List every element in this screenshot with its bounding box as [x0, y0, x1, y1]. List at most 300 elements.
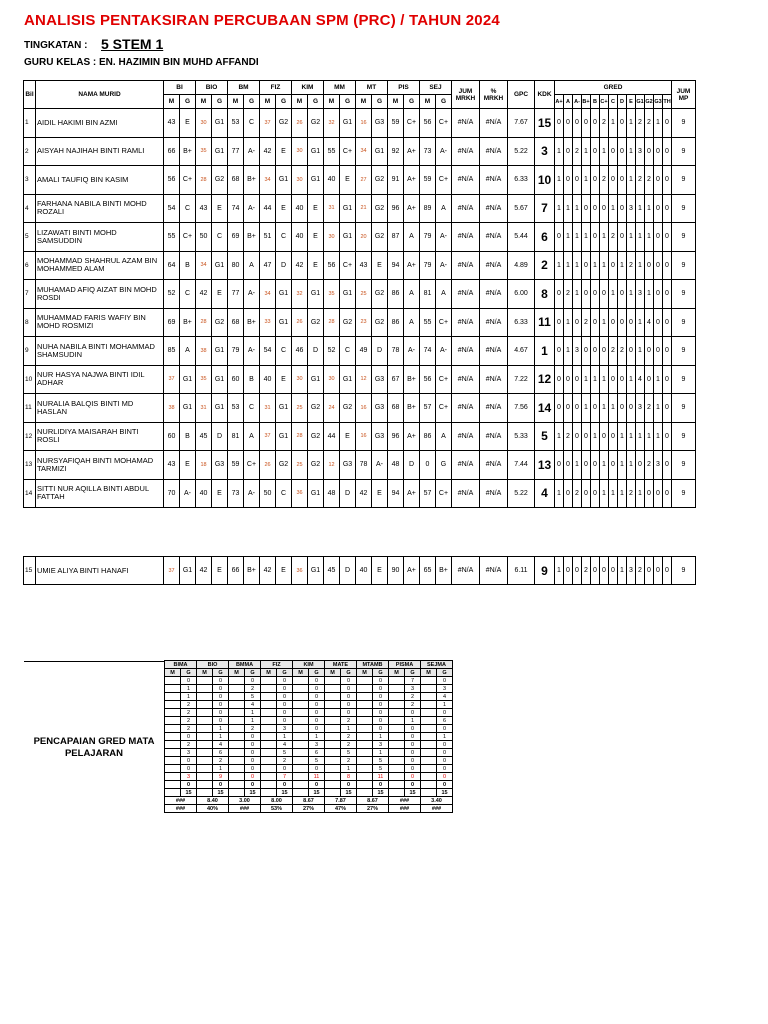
subject-mark: 26: [260, 451, 276, 480]
subject-mark: 55: [420, 308, 436, 337]
pct-mrkh: #N/A: [480, 365, 508, 394]
subject-mark: 34: [196, 251, 212, 280]
summary-row: [165, 709, 453, 717]
subject-mark: 49: [356, 337, 372, 366]
header-g: G: [180, 95, 196, 109]
jum-mrkh: #N/A: [452, 557, 480, 585]
subject-mark: 40: [260, 365, 276, 394]
gred-count: 1: [627, 451, 636, 480]
summary-blank: [389, 701, 405, 709]
gred-count: 0: [618, 223, 627, 252]
subject-mark: 79: [420, 251, 436, 280]
gred-count: 1: [636, 194, 645, 223]
summary-g-header: G: [245, 669, 261, 677]
summary-value: 11: [309, 773, 325, 781]
subject-mark: 78: [388, 337, 404, 366]
header-gred-col: TH: [663, 95, 672, 109]
summary-blank: [293, 701, 309, 709]
subject-grade: G3: [372, 394, 388, 423]
subject-grade: G3: [372, 109, 388, 138]
summary-blank: [357, 701, 373, 709]
summary-blank: [389, 781, 405, 789]
summary-value: 0: [437, 765, 453, 773]
gred-count: 1: [591, 422, 600, 451]
subject-mark: 28: [196, 308, 212, 337]
gred-count: 1: [645, 422, 654, 451]
gred-count: 0: [645, 137, 654, 166]
subject-grade: A: [404, 308, 420, 337]
subject-mark: 32: [292, 280, 308, 309]
gred-count: 0: [663, 109, 672, 138]
subject-grade: E: [212, 194, 228, 223]
gred-count: 1: [645, 194, 654, 223]
summary-value: 0: [437, 677, 453, 685]
summary-value: 0: [245, 757, 261, 765]
gpc: 7.44: [508, 451, 535, 480]
subject-mark: 54: [164, 194, 180, 223]
header-kdk: KDK: [535, 81, 555, 109]
gred-count: 1: [636, 479, 645, 508]
gred-count: 0: [654, 137, 663, 166]
summary-subject: MATE: [325, 661, 357, 669]
student-name: NURLIDIYA MAISARAH BINTI ROSLI: [36, 422, 164, 451]
student-name: MUHAMAD AFIQ AIZAT BIN MOHD ROSDI: [36, 280, 164, 309]
summary-blank: [389, 693, 405, 701]
gred-count: 1: [618, 251, 627, 280]
summary-value: 2: [213, 757, 229, 765]
gred-count: 0: [564, 365, 573, 394]
header-gred-col: G3: [654, 95, 663, 109]
header-m: M: [196, 95, 212, 109]
subject-mark: 38: [196, 337, 212, 366]
header-nama: NAMA MURID: [36, 81, 164, 109]
jum-mrkh: #N/A: [452, 251, 480, 280]
subject-mark: 42: [356, 479, 372, 508]
gred-count: 1: [600, 137, 609, 166]
gred-count: 0: [555, 451, 564, 480]
summary-blank: [261, 765, 277, 773]
summary-blank: [357, 725, 373, 733]
gred-count: 0: [555, 223, 564, 252]
gred-count: 0: [582, 109, 591, 138]
summary-blank: [389, 725, 405, 733]
subject-mark: 31: [196, 394, 212, 423]
summary-row: [165, 773, 453, 781]
summary-value: ###: [229, 805, 261, 813]
summary-blank: [357, 709, 373, 717]
summary-row: [165, 741, 453, 749]
header-m: M: [324, 95, 340, 109]
summary-value: 0: [373, 709, 389, 717]
subject-grade: E: [340, 422, 356, 451]
subject-grade: C: [340, 337, 356, 366]
kdk-rank: 12: [535, 365, 555, 394]
gred-count: 0: [591, 137, 600, 166]
summary-value: 0: [405, 741, 421, 749]
gred-count: 1: [564, 194, 573, 223]
gred-count: 0: [618, 308, 627, 337]
summary-value: 0: [373, 677, 389, 685]
subject-grade: G1: [276, 422, 292, 451]
summary-value: 0: [405, 765, 421, 773]
subject-grade: C: [180, 280, 196, 309]
header-m: M: [260, 95, 276, 109]
subject-mark: 43: [356, 251, 372, 280]
gred-count: 1: [618, 557, 627, 585]
summary-value: 0: [309, 685, 325, 693]
pct-mrkh: #N/A: [480, 337, 508, 366]
subject-mark: 59: [228, 451, 244, 480]
gred-count: 0: [618, 137, 627, 166]
subject-mark: 28: [324, 308, 340, 337]
subject-grade: G3: [372, 422, 388, 451]
summary-blank: [165, 781, 181, 789]
summary-blank: [229, 789, 245, 797]
summary-blank: [229, 701, 245, 709]
subject-mark: 56: [420, 365, 436, 394]
jum-mrkh: #N/A: [452, 166, 480, 195]
subject-grade: D: [340, 557, 356, 585]
summary-value: 0: [405, 773, 421, 781]
subject-grade: D: [404, 451, 420, 480]
gred-count: 0: [555, 280, 564, 309]
summary-blank: [165, 757, 181, 765]
gred-count: 1: [609, 394, 618, 423]
subject-grade: A: [180, 337, 196, 366]
gpc: 7.56: [508, 394, 535, 423]
summary-value: 0: [245, 677, 261, 685]
summary-value: 0: [245, 765, 261, 773]
gred-count: 1: [636, 337, 645, 366]
summary-blank: [197, 685, 213, 693]
header-subject: PIS: [388, 81, 420, 95]
summary-blank: [261, 749, 277, 757]
summary-blank: [421, 701, 437, 709]
summary-blank: [421, 781, 437, 789]
summary-value: 0: [437, 749, 453, 757]
subject-grade: A-: [436, 337, 452, 366]
subject-grade: G2: [212, 166, 228, 195]
tingkatan-label: TINGKATAN :: [24, 40, 88, 51]
summary-blank: [165, 789, 181, 797]
summary-value: 0: [181, 677, 197, 685]
pct-mrkh: #N/A: [480, 109, 508, 138]
jum-mrkh: #N/A: [452, 280, 480, 309]
summary-subject: KIM: [293, 661, 325, 669]
subject-grade: A-: [244, 337, 260, 366]
summary-blank: [229, 725, 245, 733]
gred-count: 0: [663, 422, 672, 451]
subject-grade: G2: [308, 109, 324, 138]
summary-blank: [261, 789, 277, 797]
subject-mark: 57: [420, 394, 436, 423]
gred-count: 1: [582, 137, 591, 166]
summary-value: 0: [437, 757, 453, 765]
jum-mrkh: #N/A: [452, 365, 480, 394]
student-name: LIZAWATI BINTI MOHD SAMSUDDIN: [36, 223, 164, 252]
subject-mark: 87: [388, 223, 404, 252]
gred-count: 1: [627, 109, 636, 138]
subject-mark: 59: [420, 166, 436, 195]
jum-mrkh: #N/A: [452, 223, 480, 252]
subject-grade: A: [404, 223, 420, 252]
subject-grade: G1: [308, 280, 324, 309]
summary-blank: [165, 701, 181, 709]
gred-count: 1: [564, 223, 573, 252]
summary-value: 5: [245, 693, 261, 701]
gred-count: 2: [636, 166, 645, 195]
summary-blank: [421, 773, 437, 781]
summary-blank: [421, 685, 437, 693]
table-row: [24, 422, 696, 451]
subject-mark: 86: [420, 422, 436, 451]
summary-blank: [197, 717, 213, 725]
gred-count: 1: [600, 251, 609, 280]
summary-value: 0: [373, 781, 389, 789]
subject-mark: 37: [260, 422, 276, 451]
summary-value: 6: [437, 717, 453, 725]
header-gred-col: C+: [600, 95, 609, 109]
subject-mark: 92: [388, 137, 404, 166]
subject-grade: C: [276, 479, 292, 508]
table-row: [24, 166, 696, 195]
summary-blank: [421, 693, 437, 701]
summary-blank: [261, 773, 277, 781]
subject-grade: A: [404, 280, 420, 309]
subject-grade: B+: [244, 308, 260, 337]
summary-subject: BMMA: [229, 661, 261, 669]
subject-grade: G1: [180, 365, 196, 394]
summary-blank: [293, 693, 309, 701]
subject-grade: G1: [308, 137, 324, 166]
subject-mark: 96: [388, 194, 404, 223]
subject-mark: 52: [324, 337, 340, 366]
table-row: [24, 137, 696, 166]
summary-row: [165, 693, 453, 701]
gred-count: 0: [582, 451, 591, 480]
subject-mark: 42: [196, 280, 212, 309]
subject-grade: G1: [340, 280, 356, 309]
gred-count: 3: [636, 394, 645, 423]
gred-count: 1: [582, 394, 591, 423]
gred-count: 0: [663, 166, 672, 195]
subject-mark: 37: [164, 365, 180, 394]
summary-blank: [229, 733, 245, 741]
pct-mrkh: #N/A: [480, 308, 508, 337]
summary-blank: [229, 781, 245, 789]
summary-value: ###: [389, 797, 421, 805]
gred-count: 2: [609, 223, 618, 252]
subject-grade: A-: [180, 479, 196, 508]
subject-grade: C: [276, 337, 292, 366]
summary-value: 0: [373, 701, 389, 709]
summary-value: 3: [405, 685, 421, 693]
subject-mark: 56: [164, 166, 180, 195]
subject-grade: A: [436, 422, 452, 451]
summary-value: ###: [165, 797, 197, 805]
subject-mark: 77: [228, 137, 244, 166]
subject-mark: 0: [420, 451, 436, 480]
summary-blank: [197, 781, 213, 789]
summary-value: 27%: [293, 805, 325, 813]
subject-grade: C: [212, 223, 228, 252]
summary-blank: [261, 741, 277, 749]
gred-count: 2: [582, 308, 591, 337]
gred-count: 2: [627, 251, 636, 280]
header-m: M: [356, 95, 372, 109]
gred-count: 0: [618, 109, 627, 138]
gred-count: 0: [582, 337, 591, 366]
header-gred-col: G1: [636, 95, 645, 109]
header-gred-col: D: [618, 95, 627, 109]
summary-g-header: G: [373, 669, 389, 677]
summary-value: 47%: [325, 805, 357, 813]
gred-count: 0: [618, 166, 627, 195]
summary-value: 3.00: [229, 797, 261, 805]
summary-blank: [165, 693, 181, 701]
gred-count: 0: [618, 194, 627, 223]
summary-blank: [165, 773, 181, 781]
subject-grade: A-: [436, 137, 452, 166]
subject-grade: G2: [372, 223, 388, 252]
gred-count: 1: [636, 223, 645, 252]
subject-mark: 16: [356, 109, 372, 138]
header-subject: MT: [356, 81, 388, 95]
summary-blank: [165, 765, 181, 773]
gred-count: 0: [645, 557, 654, 585]
subject-grade: G1: [276, 166, 292, 195]
subject-grade: E: [340, 166, 356, 195]
subject-grade: G1: [276, 394, 292, 423]
subject-mark: 30: [196, 109, 212, 138]
jum-mrkh: #N/A: [452, 337, 480, 366]
subject-mark: 37: [164, 557, 180, 585]
gred-count: 0: [618, 365, 627, 394]
summary-blank: [293, 789, 309, 797]
summary-value: 3: [309, 741, 325, 749]
subject-mark: 43: [164, 109, 180, 138]
header-bil: Bil: [24, 81, 36, 109]
gred-count: 0: [663, 194, 672, 223]
summary-value: 4: [245, 701, 261, 709]
subject-mark: 42: [292, 251, 308, 280]
summary-value: 53%: [261, 805, 293, 813]
subject-mark: 64: [164, 251, 180, 280]
gred-count: 0: [663, 337, 672, 366]
summary-value: 1: [341, 725, 357, 733]
subject-mark: 42: [260, 557, 276, 585]
page-title: ANALISIS PENTAKSIRAN PERCUBAAN SPM (PRC) / TAHUN 2024: [24, 12, 500, 29]
summary-blank: [229, 765, 245, 773]
header-subject: KIM: [292, 81, 324, 95]
jum-mp: 9: [672, 365, 696, 394]
subject-mark: 90: [388, 557, 404, 585]
gred-count: 3: [627, 194, 636, 223]
jum-mp: 9: [672, 194, 696, 223]
summary-blank: [389, 685, 405, 693]
summary-value: 6: [213, 749, 229, 757]
summary-row: [165, 749, 453, 757]
pct-mrkh: #N/A: [480, 166, 508, 195]
summary-blank: [421, 725, 437, 733]
subject-grade: C+: [340, 251, 356, 280]
row-number: 6: [24, 251, 36, 280]
subject-mark: 12: [324, 451, 340, 480]
gred-count: 0: [645, 251, 654, 280]
kdk-rank: 14: [535, 394, 555, 423]
summary-value: 2: [245, 685, 261, 693]
summary-row: [165, 757, 453, 765]
gred-count: 0: [564, 479, 573, 508]
student-name: AIDIL HAKIMI BIN AZMI: [36, 109, 164, 138]
subject-mark: 46: [292, 337, 308, 366]
summary-value: 3: [373, 741, 389, 749]
gred-count: 2: [645, 166, 654, 195]
gred-count: 0: [591, 194, 600, 223]
subject-mark: 28: [196, 166, 212, 195]
summary-blank: [421, 789, 437, 797]
table-row: [24, 194, 696, 223]
summary-blank: [293, 717, 309, 725]
subject-mark: 35: [196, 137, 212, 166]
subject-mark: 56: [420, 109, 436, 138]
table-row: [24, 337, 696, 366]
summary-value: 0: [341, 693, 357, 701]
table-row: [24, 394, 696, 423]
summary-blank: [389, 765, 405, 773]
gred-count: 0: [654, 337, 663, 366]
subject-mark: 81: [228, 422, 244, 451]
summary-value: ###: [421, 805, 453, 813]
summary-blank: [293, 685, 309, 693]
summary-blank: [325, 789, 341, 797]
gred-count: 0: [591, 479, 600, 508]
subject-mark: 40: [356, 557, 372, 585]
summary-value: 0: [213, 693, 229, 701]
header-g: G: [244, 95, 260, 109]
summary-value: 40%: [197, 805, 229, 813]
summary-value: 0: [213, 701, 229, 709]
jum-mp: 9: [672, 166, 696, 195]
summary-value: 1: [181, 693, 197, 701]
gred-count: 0: [609, 422, 618, 451]
subject-mark: 33: [260, 308, 276, 337]
subject-grade: G3: [212, 451, 228, 480]
gred-count: 0: [663, 365, 672, 394]
header-subject: SEJ: [420, 81, 452, 95]
subject-grade: E: [308, 194, 324, 223]
gred-count: 0: [609, 137, 618, 166]
summary-blank: [357, 693, 373, 701]
summary-value: 2: [405, 701, 421, 709]
summary-value: 15: [405, 789, 421, 797]
gred-count: 1: [600, 308, 609, 337]
subject-mark: 94: [388, 251, 404, 280]
summary-blank: [389, 757, 405, 765]
summary-blank: [325, 765, 341, 773]
summary-blank: [165, 725, 181, 733]
summary-blank: [293, 749, 309, 757]
summary-value: 0: [405, 757, 421, 765]
row-number: 8: [24, 308, 36, 337]
gred-count: 1: [564, 251, 573, 280]
table-row: [24, 223, 696, 252]
subject-mark: 86: [388, 280, 404, 309]
summary-blank: [165, 741, 181, 749]
subject-mark: 40: [324, 166, 340, 195]
summary-blank: [261, 733, 277, 741]
subject-grade: G1: [340, 223, 356, 252]
